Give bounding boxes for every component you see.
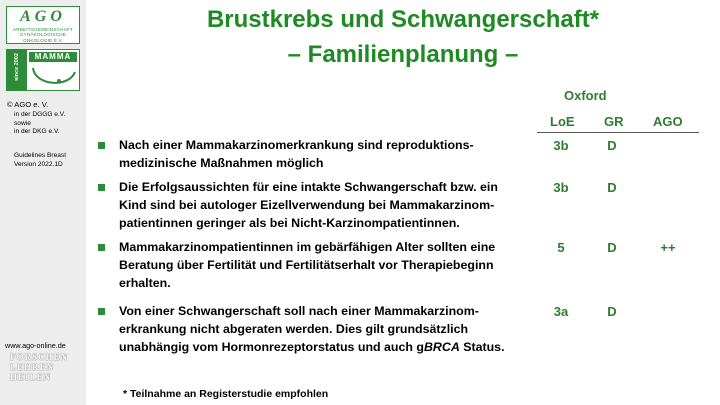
statement-italic: BRCA bbox=[423, 340, 460, 354]
statement-line: Von einer Schwangerschaft soll nach einer Mammakarzinom- bbox=[119, 304, 479, 318]
motto bbox=[10, 352, 68, 382]
loe-header: LoE bbox=[550, 114, 575, 129]
guidelines-version bbox=[14, 152, 66, 169]
bullet-icon bbox=[98, 244, 105, 251]
website-link[interactable]: www.ago-online.de bbox=[5, 341, 66, 350]
statement-line bbox=[119, 338, 527, 356]
oxford-header: Oxford bbox=[564, 88, 607, 103]
ago-logo-subtitle: ARBEITSGEMEINSCHAFT GYNÄKOLOGISCHE ONKOLOGIE E.V. bbox=[13, 27, 73, 43]
membership-text bbox=[14, 111, 65, 137]
loe-value: 3a bbox=[553, 304, 569, 319]
motto-line: FORSCHEN bbox=[10, 352, 69, 362]
motto-line: HEILEN bbox=[10, 372, 52, 382]
slide-subtitle: – Familienplanung – bbox=[287, 41, 519, 68]
statement-line: erkrankung nicht abgeraten werden. Dies gilt grundsätzlich bbox=[119, 322, 469, 336]
bullet-icon bbox=[98, 184, 105, 191]
ago-logo-text: AGO bbox=[20, 8, 66, 25]
slide-title: Brustkrebs und Schwangerschaft* bbox=[206, 6, 600, 33]
guidelines-line: Guidelines Breast bbox=[14, 152, 67, 159]
sidebar bbox=[0, 0, 86, 405]
mamma-logo-side bbox=[7, 50, 27, 90]
bullet-icon bbox=[98, 142, 105, 149]
loe-value: 3b bbox=[553, 180, 569, 195]
gr-value: D bbox=[607, 138, 617, 153]
mamma-logo-text: MAMMA bbox=[29, 52, 77, 62]
gr-value: D bbox=[607, 240, 617, 255]
statement-line: Kind sind bei autologer Eizellverwendung bei Mammakarzinom- bbox=[119, 198, 495, 212]
mamma-logo bbox=[6, 49, 80, 91]
statement-text: unabhängig vom Hormonrezeptorstatus und auch g bbox=[119, 340, 424, 354]
statement-line: Beratung über Fertilität und Fertilitätserhalt vor Therapiebeginn bbox=[119, 258, 494, 272]
motto-line: LEHREN bbox=[10, 362, 55, 372]
loe-value: 3b bbox=[553, 138, 569, 153]
statement-line: erhalten. bbox=[119, 276, 171, 290]
statement-line: medizinische Maßnahmen möglich bbox=[119, 156, 324, 170]
statement-4 bbox=[119, 302, 527, 356]
membership-line: sowie bbox=[14, 119, 31, 127]
gr-value: D bbox=[607, 304, 617, 319]
mamma-logo-vertical-text: since 2002 bbox=[14, 53, 20, 81]
statement-3 bbox=[119, 238, 527, 292]
membership-line: in der DKG e.V. bbox=[14, 128, 60, 136]
gr-value: D bbox=[607, 180, 617, 195]
ago-value: ++ bbox=[660, 240, 676, 255]
ago-header: AGO bbox=[653, 114, 683, 129]
header-divider bbox=[537, 132, 699, 133]
loe-value: 5 bbox=[557, 240, 565, 255]
statement-line: patientinnen geringer als bei Nicht-Karzinompatientinnen. bbox=[119, 216, 460, 230]
breast-outline-icon bbox=[29, 64, 79, 90]
statement-2 bbox=[119, 178, 527, 232]
statement-line: Nach einer Mammakarzinomerkrankung sind reproduktions- bbox=[119, 138, 474, 152]
statement-text: Status. bbox=[459, 340, 505, 354]
membership-line: in der DGGG e.V. bbox=[14, 111, 66, 118]
statement-line: Die Erfolgsaussichten für eine intakte Schwangerschaft bzw. ein bbox=[119, 180, 498, 194]
ago-logo bbox=[6, 6, 80, 44]
footnote: * Teilnahme an Registerstudie empfohlen bbox=[123, 388, 329, 400]
copyright: © AGO e. V. bbox=[7, 100, 49, 109]
guidelines-line: Version 2022.1D bbox=[14, 160, 63, 168]
gr-header: GR bbox=[604, 114, 624, 129]
bullet-icon bbox=[98, 308, 105, 315]
statement-1 bbox=[119, 136, 527, 172]
statement-line: Mammakarzinompatientinnen im gebärfähigen Alter sollten eine bbox=[119, 240, 496, 254]
